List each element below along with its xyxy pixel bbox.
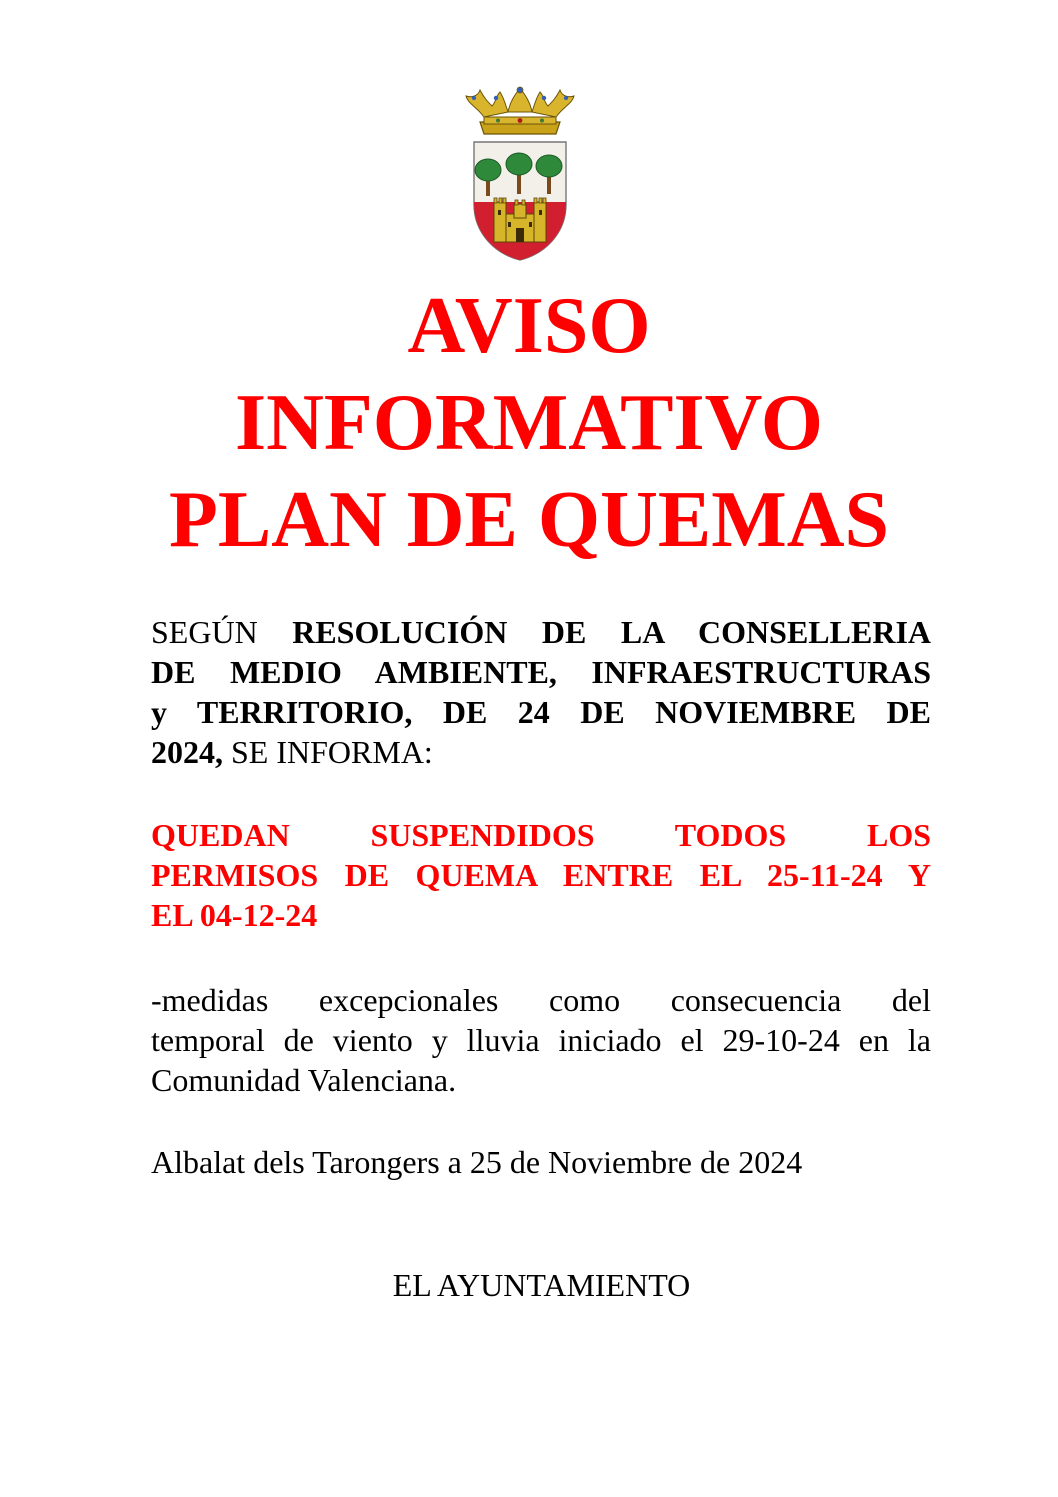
- suspension-line-2: PERMISOS DE QUEMA ENTRE EL 25-11-24 Y: [151, 857, 931, 893]
- resolution-line-4: [151, 732, 931, 772]
- resolution-line-2: DE MEDIO AMBIENTE, INFRAESTRUCTURAS: [151, 654, 931, 690]
- resolution-year: 2024,: [151, 734, 223, 770]
- title-line-plan-de-quemas: PLAN DE QUEMAS: [168, 476, 890, 564]
- title-line-informativo: INFORMATIVO: [234, 379, 823, 467]
- resolution-line-1: [151, 612, 931, 652]
- resolution-line-3: y TERRITORIO, DE 24 DE NOVIEMBRE DE: [151, 694, 931, 730]
- shield-icon: [474, 142, 566, 260]
- measures-paragraph: [151, 980, 931, 1100]
- measures-line-3: Comunidad Valenciana.: [151, 1062, 457, 1098]
- castle-icon: [494, 198, 546, 242]
- resolution-prefix: SEGÚN: [151, 614, 293, 650]
- resolution-title-part-1: RESOLUCIÓN DE LA CONSELLERIA: [292, 614, 932, 650]
- resolution-paragraph: [151, 612, 931, 772]
- measures-line-1: -medidas excepcionales como consecuencia del: [151, 982, 931, 1018]
- place-and-date: Albalat dels Tarongers a 25 de Noviembre de 2024: [151, 1144, 803, 1180]
- suspension-line-3: EL 04-12-24: [151, 897, 318, 933]
- signature: EL AYUNTAMIENTO: [392, 1267, 691, 1303]
- title-line-aviso: AVISO: [407, 282, 651, 370]
- suspension-line-1: QUEDAN SUSPENDIDOS TODOS LOS: [151, 817, 931, 853]
- notice-title: [0, 278, 1058, 569]
- suspension-paragraph: [151, 815, 931, 935]
- measures-line-2: temporal de viento y lluvia iniciado el 29-10-24 en la: [151, 1022, 931, 1058]
- municipal-coat-of-arms-icon: [462, 84, 578, 264]
- crown-icon: [466, 87, 574, 134]
- resolution-informs: SE INFORMA:: [223, 734, 433, 770]
